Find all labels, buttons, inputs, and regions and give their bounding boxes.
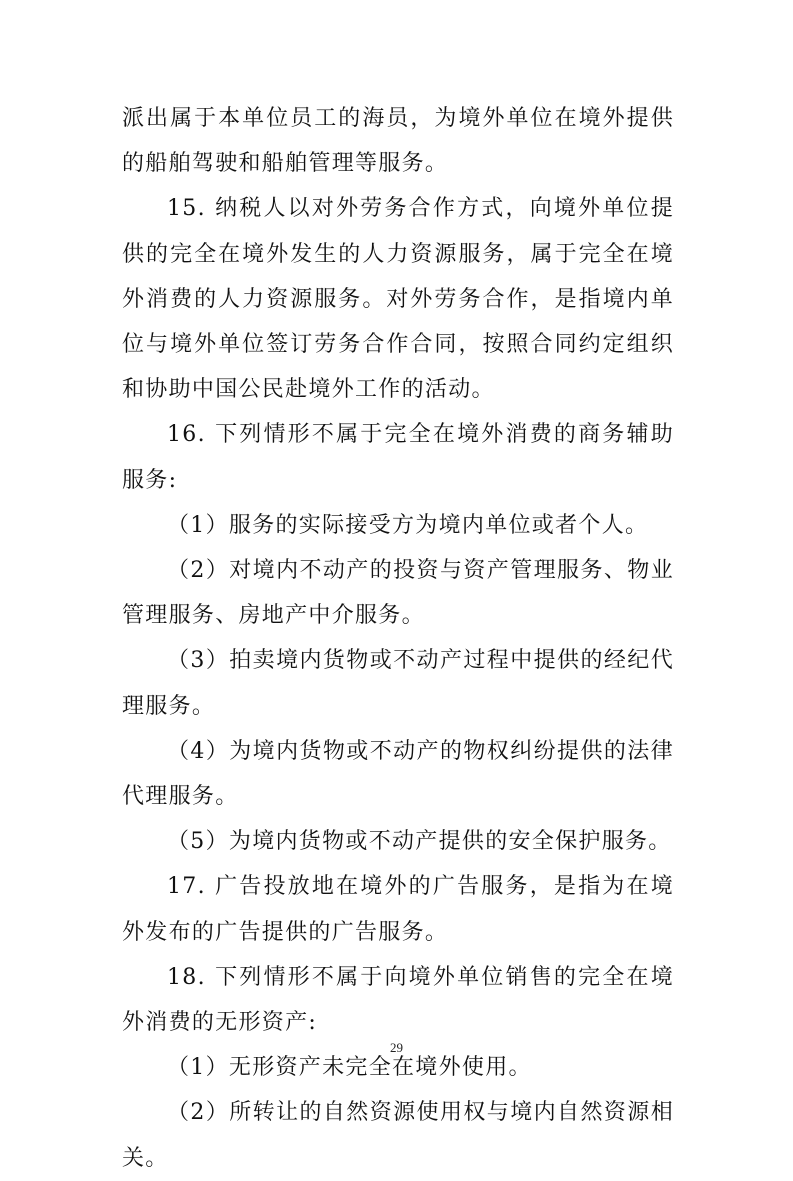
paragraph-item-16-4: （4）为境内货物或不动产的物权纠纷提供的法律代理服务。 xyxy=(122,738,674,810)
paragraph-item-18: 18. 下列情形不属于向境外单位销售的完全在境外消费的无形资产: xyxy=(122,964,674,1036)
page-number: 29 xyxy=(390,1040,403,1055)
paragraph-item-16-2: （2）对境内不动产的投资与资产管理服务、物业管理服务、房地产中介服务。 xyxy=(122,558,674,629)
paragraph-item-15: 15. 纳税人以对外劳务合作方式，向境外单位提供的完全在境外发生的人力资源服务，属于完全在境外消费的人力资源服务。对外劳务合作，是指境内单位与境外单位签订劳务合作合同，按照合同约定组织和协助中国公民赴境外工作的活动。 xyxy=(122,196,674,403)
paragraph-item-16: 16. 下列情形不属于完全在境外消费的商务辅助服务: xyxy=(122,422,674,493)
paragraph-continuation: 派出属于本单位员工的海员，为境外单位在境外提供的船舶驾驶和船舶管理等服务。 xyxy=(122,106,674,177)
paragraph-item-16-5: （5）为境内货物或不动产提供的安全保护服务。 xyxy=(167,829,672,855)
paragraph-item-18-1: （1）无形资产未完全在境外使用。 xyxy=(167,1055,532,1081)
paragraph-item-18-2: （2）所转让的自然资源使用权与境内自然资源相关。 xyxy=(122,1100,674,1171)
paragraph-item-16-1: （1）服务的实际接受方为境内单位或者个人。 xyxy=(167,512,649,538)
body-text xyxy=(122,96,674,1181)
paragraph-item-16-3: （3）拍卖境内货物或不动产过程中提供的经纪代理服务。 xyxy=(122,648,674,719)
paragraph-item-17: 17. 广告投放地在境外的广告服务，是指为在境外发布的广告提供的广告服务。 xyxy=(122,874,674,945)
